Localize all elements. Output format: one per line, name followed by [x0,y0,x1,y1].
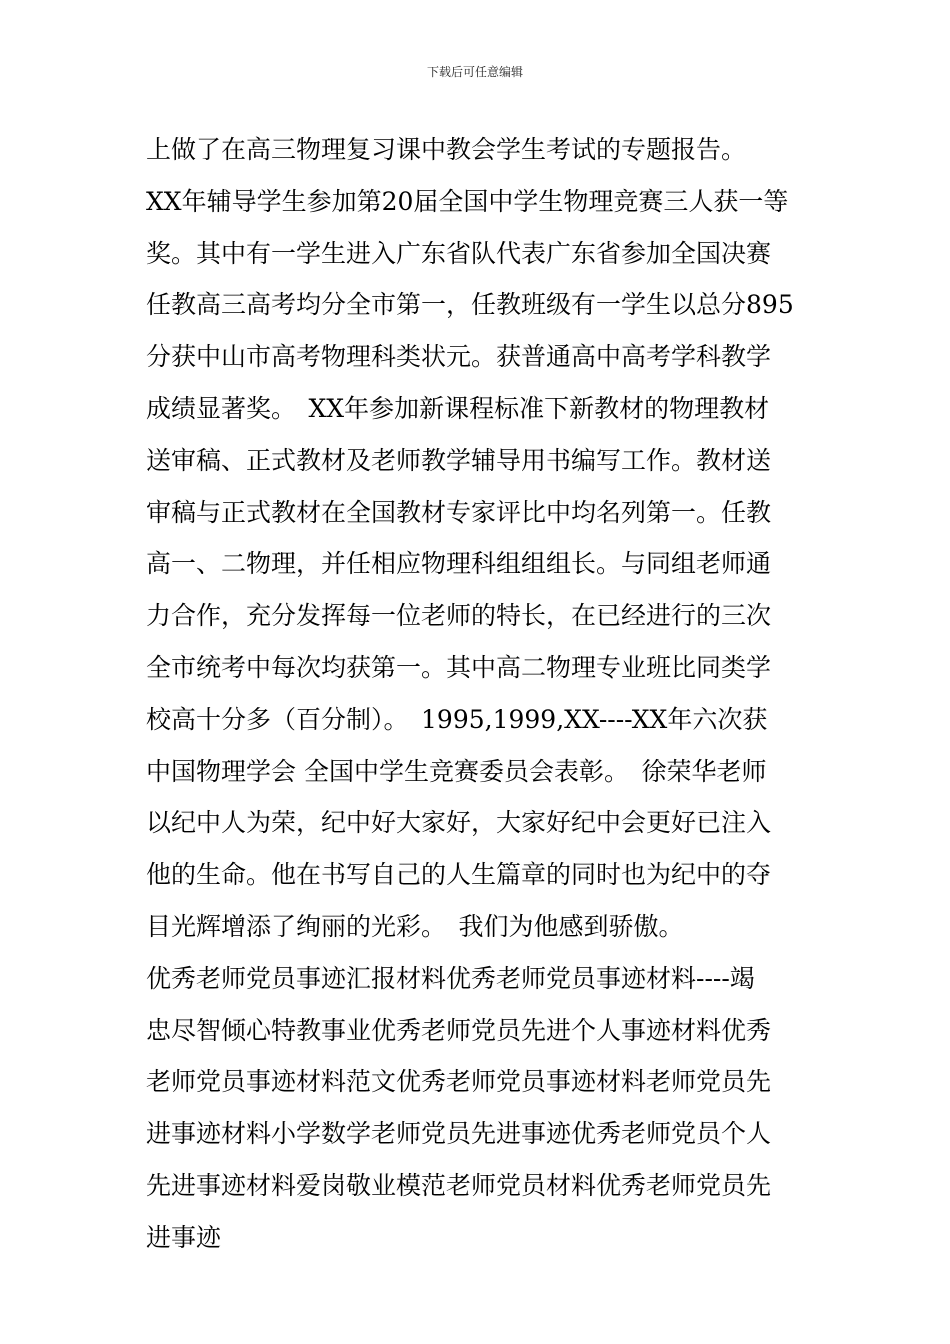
text-line: 以纪中人为荣，纪中好大家好，大家好纪中会更好已注入 [146,808,772,838]
text-line: 他的生命。他在书写自己的人生篇章的同时也为纪中的夺 [146,860,772,890]
text-line: 高一、二物理，并任相应物理科组组组长。与同组老师通 [146,549,772,579]
text-line: 进事迹材料小学数学老师党员先进事迹优秀老师党员个人 [146,1119,772,1149]
text-line: 任教高三高考均分全市第一，任教班级有一学生以总分895 [146,290,794,320]
text-line: 奖。其中有一学生进入广东省队代表广东省参加全国决赛 [146,238,772,268]
text-line: 上做了在高三物理复习课中教会学生考试的专题报告。 [146,135,747,164]
text-line: 老师党员事迹材料范文优秀老师党员事迹材料老师党员先 [146,1067,772,1097]
text-line: 全市统考中每次均获第一。其中高二物理专业班比同类学 [146,652,772,682]
text-line: 送审稿、正式教材及老师教学辅导用书编写工作。教材送 [146,445,772,475]
text-line: 先进事迹材料爱岗敬业模范老师党员材料优秀老师党员先 [146,1170,772,1200]
text-line: 审稿与正式教材在全国教材专家评比中均名列第一。任教 [146,497,772,527]
text-line: 忠尽智倾心特教事业优秀老师党员先进个人事迹材料优秀 [146,1015,772,1045]
text-line: 目光辉增添了绚丽的光彩。 我们为他感到骄傲。 [146,911,684,941]
text-line: XX年辅导学生参加第20届全国中学生物理竞赛三人获一等 [146,186,789,216]
document-body [146,124,826,1264]
text-line: 优秀老师党员事迹汇报材料优秀老师党员事迹材料----竭 [146,963,755,993]
text-line: 分获中山市高考物理科类状元。获普通高中高考学科教学 [146,342,772,372]
text-line: 成绩显著奖。 XX年参加新课程标准下新教材的物理教材 [146,393,770,423]
text-line: 中国物理学会 全国中学生竞赛委员会表彰。 徐荣华老师 [146,756,767,786]
page-header: 下载后可任意编辑 [426,65,523,79]
text-line: 进事迹 [146,1222,222,1252]
text-line: 力合作，充分发挥每一位老师的特长，在已经进行的三次 [146,601,772,631]
text-line: 校高十分多（百分制）。 1995,1999,XX----XX年六次获 [146,704,768,734]
